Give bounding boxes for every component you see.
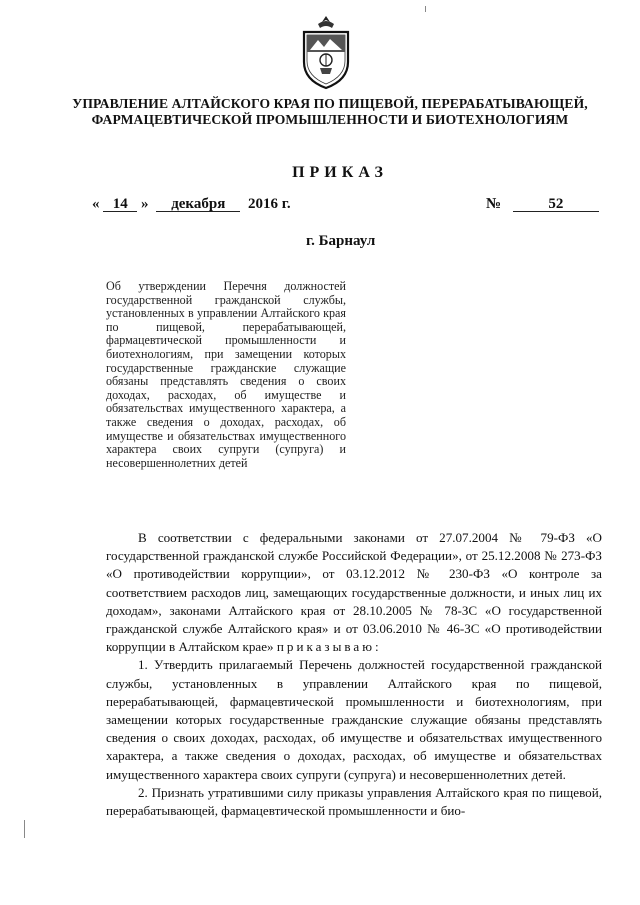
order-number (486, 196, 599, 213)
number-sign: № (486, 196, 502, 212)
order-date (92, 196, 291, 213)
number-value: 52 (513, 197, 599, 212)
document-title: ПРИКАЗ (292, 164, 388, 181)
date-day: 14 (103, 197, 137, 212)
scan-mark (425, 6, 426, 12)
scan-mark (24, 820, 25, 838)
order-subject: Об утверждении Перечня должностей государственной гражданской службы, установленных в управлении Алтайского края по пищевой, перерабатывающей, фармацевтической промышленности и биотехнологиям, при замещении которых государственные гражданские служащие обязаны представлять сведения о своих доходах, расходах, об имуществе и обязательствах имущественного характера, а также сведения о доходах, расходах, об имуществе и обязательствах имущественного характера своих супруги (супруга) и несовершеннолетних детей (106, 279, 346, 470)
order-word: приказываю: (276, 639, 382, 655)
agency-header: УПРАВЛЕНИЕ АЛТАЙСКОГО КРАЯ ПО ПИЩЕВОЙ, ПЕРЕРАБАТЫВАЮЩЕЙ, ФАРМАЦЕВТИЧЕСКОЙ ПРОМЫШЛЕННОСТИ И БИОТЕХНОЛОГИЯМ (72, 96, 588, 127)
preamble-paragraph (106, 529, 602, 656)
preamble-text: В соответствии с федеральными законами от 27.07.2004 № 79-ФЗ «О государственной гражданской службе Российской Федерации», от 25.12.2008 № 273-ФЗ «О противодействии коррупции», от 03.12.2012 № 230-ФЗ «О контроле за соответствием расходов лиц, замещающих государственные должности, и иных лиц их доходам», законами Алтайского края от 28.10.2005 № 78-ЗС «О государственной гражданской службе Алтайского края» и от 03.06.2010 № 46-ЗС «О противодействии коррупции в Алтайском крае» (106, 530, 602, 655)
order-city: г. Барнаул (306, 233, 376, 249)
date-month: декабря (156, 197, 240, 212)
coat-of-arms-icon (296, 14, 356, 90)
date-close-quote: » (141, 196, 149, 212)
date-year: 2016 г. (248, 196, 291, 212)
item-1-paragraph: 1. Утвердить прилагаемый Перечень должностей государственной гражданской службы, установленных в управлении Алтайского края по пищевой, перерабатывающей, фармацевтической промышленности и биотехнологиям, при замещении которых государственные гражданские служащие обязаны представлять сведения о своих доходах, расходах, об имуществе и обязательствах имущественного характера, а также сведения о доходах, расходах, об имуществе и обязательствах имущественного характера своих супруги (супруга) и несовершеннолетних детей. (106, 657, 602, 782)
date-open-quote: « (92, 196, 100, 212)
item-2-paragraph: 2. Признать утратившими силу приказы управления Алтайского края по пищевой, перерабатывающей, фармацевтической промышленности и био- (106, 784, 602, 819)
order-body (106, 529, 602, 820)
